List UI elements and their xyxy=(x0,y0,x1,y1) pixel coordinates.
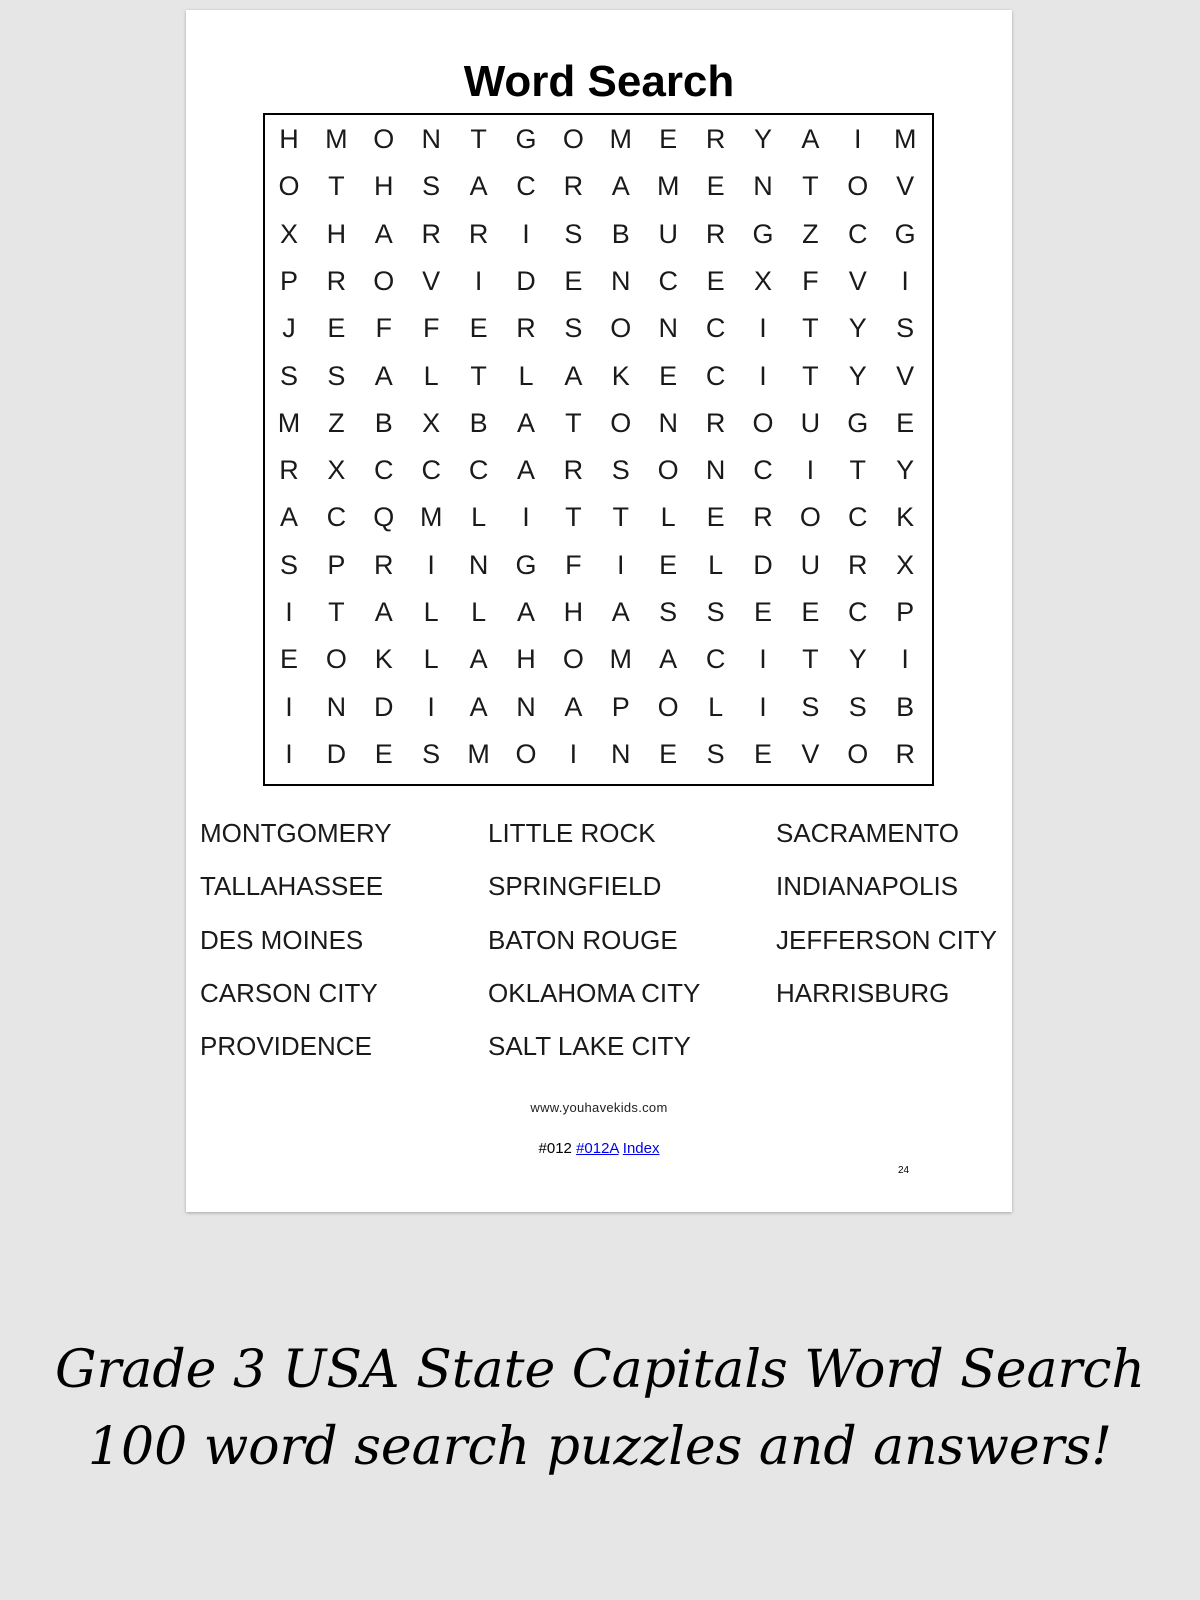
grid-letter: U xyxy=(800,407,821,438)
grid-row xyxy=(265,497,932,537)
grid-letter: M xyxy=(609,124,633,154)
grid-letter: E xyxy=(801,597,820,627)
grid-letter: A xyxy=(801,124,820,154)
grid-letter: S xyxy=(279,549,298,580)
grid-letter: S xyxy=(564,218,583,249)
grid-letter: P xyxy=(611,691,630,722)
grid-letter: T xyxy=(470,360,487,391)
grid-letter: A xyxy=(516,597,535,627)
grid-letter: V xyxy=(896,360,915,391)
word-list-item: TALLAHASSEE xyxy=(200,871,384,902)
grid-letter: E xyxy=(659,549,678,580)
grid-letter: P xyxy=(896,597,915,627)
grid-letter: V xyxy=(801,738,820,769)
grid-letter: F xyxy=(422,313,440,344)
word-list-item: OKLAHOMA CITY xyxy=(488,977,701,1008)
grid-letter: S xyxy=(422,738,441,769)
grid-letter: E xyxy=(659,124,678,154)
grid-letter: I xyxy=(759,313,767,344)
grid-letter: A xyxy=(659,644,678,675)
word-list-item: JEFFERSON CITY xyxy=(776,924,998,955)
word-list-item: SACRAMENTO xyxy=(776,818,959,848)
grid-letter: X xyxy=(327,455,346,486)
grid-letter: C xyxy=(468,455,489,486)
grid-letter: T xyxy=(565,502,582,533)
grid-letter: T xyxy=(802,171,819,202)
grid-letter: R xyxy=(895,738,915,769)
grid-letter: C xyxy=(848,218,868,249)
grid-letter: A xyxy=(516,407,535,438)
word-list-item: SPRINGFIELD xyxy=(488,871,662,902)
grid-letter: E xyxy=(374,738,393,769)
grid-letter: C xyxy=(658,265,678,296)
grid-letter: T xyxy=(802,644,819,675)
grid-letter: C xyxy=(705,644,726,675)
grid-letter: D xyxy=(753,549,773,580)
grid-letter: O xyxy=(373,265,395,296)
grid-letter: C xyxy=(516,171,536,202)
grid-letter: N xyxy=(468,549,489,580)
grid-letter: I xyxy=(569,738,578,769)
grid-letter: L xyxy=(708,691,724,722)
grid-letter: Y xyxy=(848,644,867,675)
grid-letter: H xyxy=(326,218,347,249)
grid-letter: R xyxy=(705,407,726,438)
grid-letter: H xyxy=(374,171,394,202)
grid-letter: R xyxy=(421,218,441,249)
grid-letter: I xyxy=(522,218,530,249)
worksheet-title: Word Search xyxy=(463,57,735,106)
grid-letter: M xyxy=(277,407,301,438)
grid-row xyxy=(265,308,932,348)
grid-letter: A xyxy=(564,360,583,391)
grid-letter: T xyxy=(802,360,819,391)
grid-letter: P xyxy=(327,549,346,580)
grid-letter: O xyxy=(799,502,821,533)
grid-letter: V xyxy=(896,171,915,202)
grid-letter: Y xyxy=(896,455,915,486)
grid-letter: Y xyxy=(753,124,772,154)
grid-letter: E xyxy=(659,360,678,391)
word-list-item: CARSON CITY xyxy=(200,977,378,1008)
grid-letter: Q xyxy=(373,502,395,533)
grid-letter: M xyxy=(419,502,443,533)
grid-row xyxy=(265,166,932,206)
grid-letter: I xyxy=(806,455,815,486)
grid-letter: C xyxy=(753,455,773,486)
grid-letter: N xyxy=(421,124,441,154)
grid-letter: I xyxy=(474,265,483,296)
grid-letter: E xyxy=(327,313,346,344)
grid-letter: G xyxy=(515,549,537,580)
grid-letter: E xyxy=(706,171,725,202)
grid-letter: Y xyxy=(848,313,867,344)
grid-letter: I xyxy=(285,691,293,722)
word-list-item: LITTLE ROCK xyxy=(488,818,656,848)
grid-letter: S xyxy=(611,455,630,486)
word-list xyxy=(200,816,1000,1086)
grid-letter: S xyxy=(896,313,915,344)
grid-letter: N xyxy=(611,738,631,769)
grid-letter: X xyxy=(422,407,441,438)
grid-letter: I xyxy=(427,549,435,580)
page-number: 24 xyxy=(898,1165,910,1176)
website-text: www.youhavekids.com xyxy=(530,1100,668,1115)
grid-letter: O xyxy=(515,738,537,769)
grid-row xyxy=(265,450,932,490)
grid-letter: S xyxy=(848,691,867,722)
grid-letter: T xyxy=(849,455,867,486)
grid-letter: O xyxy=(752,407,774,438)
grid-letter: R xyxy=(279,455,299,486)
grid-letter: A xyxy=(279,502,298,533)
grid-row xyxy=(265,214,932,254)
grid-letter: X xyxy=(753,265,772,296)
grid-letter: V xyxy=(422,265,441,296)
grid-letter: G xyxy=(894,218,916,249)
grid-letter: B xyxy=(611,218,630,249)
grid-letter: C xyxy=(374,455,394,486)
grid-row xyxy=(265,261,932,301)
grid-row xyxy=(265,639,932,679)
grid-letter: R xyxy=(753,502,773,533)
grid-letter: M xyxy=(893,124,917,154)
grid-letter: M xyxy=(467,738,490,769)
word-list-item: HARRISBURG xyxy=(776,977,950,1008)
grid-letter: E xyxy=(706,265,725,296)
grid-letter: N xyxy=(611,265,631,296)
grid-letter: C xyxy=(705,360,726,391)
grid-letter: C xyxy=(705,313,726,344)
grid-letter: R xyxy=(374,549,394,580)
grid-letter: X xyxy=(896,549,915,580)
grid-letter: A xyxy=(611,171,630,202)
index-link[interactable]: Index xyxy=(622,1140,660,1157)
grid-letter: Z xyxy=(802,218,819,249)
grid-letter: E xyxy=(753,738,772,769)
grid-letter: K xyxy=(896,502,915,533)
word-list-item: PROVIDENCE xyxy=(200,1031,372,1062)
grid-letter: E xyxy=(564,265,583,296)
grid-letter: N xyxy=(516,691,536,722)
grid-row xyxy=(265,592,932,632)
grid-letter: K xyxy=(611,360,630,391)
grid-letter: L xyxy=(471,502,487,533)
grid-letter: B xyxy=(374,407,393,438)
grid-letter: F xyxy=(375,313,393,344)
grid-letter: O xyxy=(325,644,347,675)
word-list-item: BATON ROUGE xyxy=(488,924,678,955)
grid-letter: U xyxy=(658,218,678,249)
grid-letter: O xyxy=(847,171,869,202)
grid-letter: I xyxy=(522,502,530,533)
worksheet-page xyxy=(186,10,1012,1212)
grid-letter: M xyxy=(609,644,633,675)
grid-letter: R xyxy=(705,218,726,249)
puzzle-links xyxy=(186,1140,1012,1157)
grid-letter: S xyxy=(564,313,583,344)
grid-letter: C xyxy=(326,502,347,533)
grid-letter: G xyxy=(847,407,869,438)
grid-row xyxy=(265,545,932,585)
grid-letter: V xyxy=(848,265,867,296)
grid-letter: S xyxy=(706,738,725,769)
grid-letter: L xyxy=(423,360,439,391)
grid-letter: F xyxy=(802,265,819,296)
grid-letter: I xyxy=(854,124,862,154)
grid-row xyxy=(265,119,932,159)
word-list-item: SALT LAKE CITY xyxy=(488,1031,691,1062)
grid-letter: S xyxy=(801,691,820,722)
grid-letter: N xyxy=(658,407,678,438)
grid-letter: C xyxy=(848,502,868,533)
grid-letter: O xyxy=(610,313,632,344)
grid-row xyxy=(265,687,932,727)
grid-letter: T xyxy=(470,124,487,154)
grid-letter: I xyxy=(901,265,909,296)
grid-letter: T xyxy=(612,502,630,533)
grid-letter: T xyxy=(328,171,345,202)
grid-letter: A xyxy=(374,597,393,627)
grid-letter: S xyxy=(422,171,441,202)
grid-letter: I xyxy=(285,597,293,627)
grid-letter: I xyxy=(617,549,625,580)
answer-key-link[interactable]: #012A xyxy=(576,1140,619,1157)
grid-letter: A xyxy=(469,644,488,675)
grid-letter: R xyxy=(563,455,584,486)
grid-letter: L xyxy=(423,644,439,675)
grid-letter: F xyxy=(565,549,582,580)
grid-letter: B xyxy=(896,691,915,722)
grid-letter: H xyxy=(563,597,584,627)
grid-letter: L xyxy=(518,360,534,391)
grid-letter: A xyxy=(469,691,488,722)
grid-letter: X xyxy=(279,218,298,249)
grid-letter: A xyxy=(516,455,535,486)
grid-letter: C xyxy=(421,455,441,486)
grid-letter: A xyxy=(374,218,393,249)
grid-letter: O xyxy=(610,407,632,438)
grid-letter: O xyxy=(657,691,679,722)
grid-letter: N xyxy=(705,455,726,486)
puzzle-code: #012 xyxy=(538,1140,572,1157)
grid-letter: C xyxy=(848,597,868,627)
word-list-item: INDIANAPOLIS xyxy=(776,871,959,902)
grid-letter: T xyxy=(328,597,345,627)
grid-letter: L xyxy=(423,597,439,627)
grid-letter: N xyxy=(658,313,678,344)
caption-line-2: 100 word search puzzles and answers! xyxy=(87,1417,1113,1477)
grid-letter: R xyxy=(563,171,584,202)
grid-letter: E xyxy=(279,644,298,675)
grid-letter: S xyxy=(706,597,725,627)
grid-letter: I xyxy=(901,644,909,675)
grid-letter: T xyxy=(802,313,819,344)
grid-letter: O xyxy=(278,171,300,202)
grid-letter: I xyxy=(759,691,767,722)
grid-letter: D xyxy=(516,265,536,296)
grid-letter: R xyxy=(848,549,868,580)
letter-grid xyxy=(263,113,934,786)
grid-letter: O xyxy=(373,124,395,154)
grid-letter: P xyxy=(279,265,298,296)
grid-row xyxy=(265,403,932,443)
grid-letter: E xyxy=(896,407,915,438)
grid-letter: L xyxy=(660,502,676,533)
grid-letter: A xyxy=(611,597,630,627)
grid-letter: S xyxy=(327,360,346,391)
grid-letter: O xyxy=(657,455,679,486)
grid-letter: M xyxy=(325,124,348,154)
grid-letter: O xyxy=(562,124,584,154)
grid-letter: O xyxy=(847,738,869,769)
grid-letter: K xyxy=(374,644,393,675)
grid-letter: I xyxy=(285,738,293,769)
grid-letter: E xyxy=(659,738,678,769)
grid-letter: R xyxy=(468,218,489,249)
grid-letter: E xyxy=(753,597,772,627)
grid-letter: D xyxy=(374,691,394,722)
grid-letter: Z xyxy=(328,407,345,438)
grid-letter: L xyxy=(708,549,724,580)
grid-letter: G xyxy=(515,124,537,154)
grid-letter: H xyxy=(516,644,536,675)
grid-letter: E xyxy=(469,313,488,344)
grid-letter: S xyxy=(659,597,678,627)
grid-letter: A xyxy=(469,171,488,202)
grid-letter: O xyxy=(562,644,584,675)
word-list-item: DES MOINES xyxy=(200,924,364,955)
grid-letter: I xyxy=(759,644,767,675)
grid-letter: Y xyxy=(848,360,867,391)
grid-letter: N xyxy=(753,171,773,202)
grid-letter: S xyxy=(279,360,298,391)
grid-letter: D xyxy=(326,738,347,769)
grid-letter: A xyxy=(374,360,393,391)
grid-letter: H xyxy=(279,124,299,154)
grid-letter: L xyxy=(471,597,487,627)
grid-letter: G xyxy=(752,218,774,249)
grid-letter: U xyxy=(800,549,821,580)
word-list-item: MONTGOMERY xyxy=(200,818,392,848)
grid-letter: R xyxy=(516,313,536,344)
grid-letter: I xyxy=(759,360,767,391)
grid-letter: E xyxy=(706,502,725,533)
grid-letter: B xyxy=(469,407,488,438)
caption-line-1: Grade 3 USA State Capitals Word Search xyxy=(54,1340,1146,1400)
grid-letter: T xyxy=(565,407,582,438)
grid-letter: A xyxy=(564,691,583,722)
grid-letter: N xyxy=(326,691,347,722)
grid-row xyxy=(265,734,932,774)
grid-row xyxy=(265,356,932,396)
grid-letter: R xyxy=(326,265,347,296)
grid-letter: R xyxy=(705,124,726,154)
grid-letter: M xyxy=(656,171,680,202)
grid-letter: I xyxy=(427,691,435,722)
grid-letter: J xyxy=(282,313,296,344)
